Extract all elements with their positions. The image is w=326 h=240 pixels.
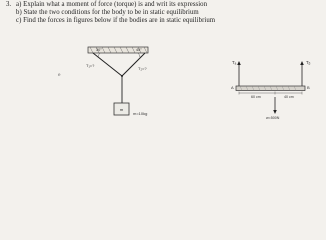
question-number: 3. — [6, 1, 12, 8]
string-left — [93, 53, 122, 76]
question-part-c: c) Find the forces in figures below if the bodies are in static equilibrium — [16, 17, 216, 24]
question-part-b: b) State the two conditions for the body to be in static equilibrium — [16, 9, 199, 16]
string-right — [122, 53, 145, 76]
weight-label: w=500N — [266, 116, 280, 120]
tension-arrow-b-head — [300, 61, 304, 65]
knot — [121, 75, 123, 77]
angle-arc-left — [98, 53, 100, 57]
left-figure — [88, 47, 148, 115]
margin-mark: e — [58, 72, 61, 77]
tension-left-label: T₁=? — [86, 63, 95, 68]
point-a-label: A — [231, 85, 234, 90]
dist-left-label: 60 cm — [251, 95, 261, 99]
weight-arrow-head — [273, 110, 277, 114]
mass-label: m=10kg — [133, 111, 148, 116]
angle-right-label: 45° — [136, 48, 142, 52]
question-part-a: a) Explain what a moment of force (torque) is and writ its expression — [16, 1, 208, 8]
right-figure — [236, 61, 305, 114]
dist-right-label: 40 cm — [284, 95, 294, 99]
angle-left-label: 30° — [96, 48, 102, 52]
point-b-label: B — [307, 85, 310, 90]
tension-b-label: Tᵦ — [306, 60, 311, 65]
tension-a-label: Tₐ — [232, 60, 237, 65]
mass-block-symbol: m — [119, 107, 124, 112]
tension-right-label: T₂=? — [138, 66, 147, 71]
tension-arrow-a-head — [237, 61, 241, 65]
angle-arc-right — [138, 53, 140, 57]
